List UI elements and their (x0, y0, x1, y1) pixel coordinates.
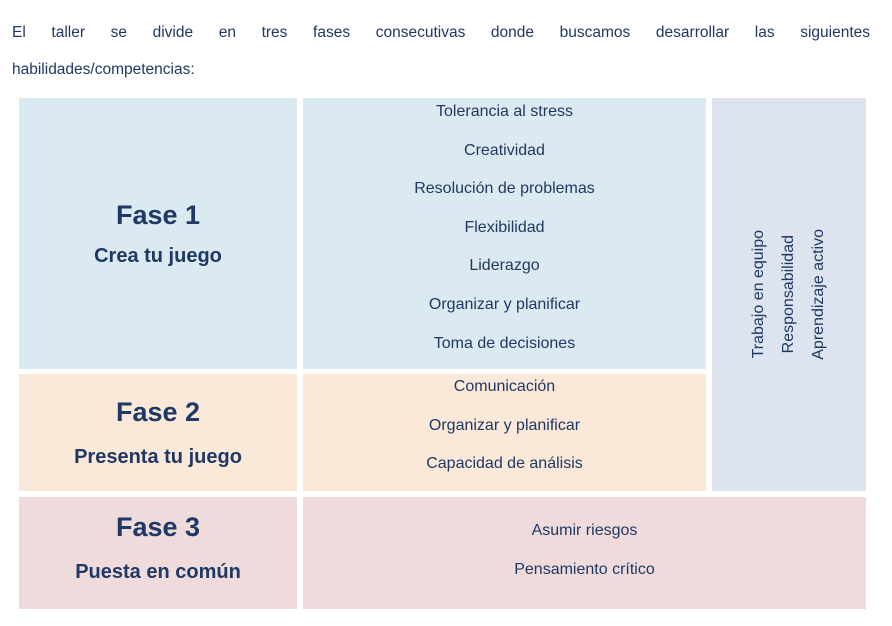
intro-line-2: habilidades/competencias: (12, 61, 195, 78)
skill-item: Creatividad (464, 141, 545, 159)
transversal-skill: Trabajo en equipo (750, 230, 767, 359)
skill-item: Liderazgo (469, 257, 540, 275)
skill-item: Flexibilidad (464, 218, 545, 236)
transversal-skill: Aprendizaje activo (810, 229, 827, 360)
phase-1-skills (303, 98, 706, 369)
transversal-skill: Responsabilidad (780, 235, 797, 354)
phase-1-cell (19, 98, 297, 369)
skill-item: Tolerancia al stress (436, 103, 573, 120)
skill-item: Resolución de problemas (414, 180, 595, 198)
phase-2-subtitle: Presenta tu juego (74, 445, 242, 468)
phase-3-subtitle: Puesta en común (75, 561, 241, 583)
phase-3-cell (19, 497, 297, 609)
phase-1-title: Fase 1 (115, 199, 201, 230)
intro-line-1: El taller se divide en tres fases consecutivas donde buscamos desarrollar las siguientes (12, 24, 870, 41)
skill-item: Toma de decisiones (433, 334, 576, 352)
skill-item: Organizar y planificar (428, 295, 581, 313)
skill-item: Comunicación (453, 378, 556, 395)
skill-item: Pensamiento crítico (514, 561, 655, 578)
phase-3-skills (303, 497, 866, 609)
skill-item: Capacidad de análisis (426, 455, 583, 473)
phase-3-title: Fase 3 (115, 512, 201, 542)
intro-paragraph (12, 14, 870, 88)
phase-2-cell (19, 374, 297, 491)
skill-item: Organizar y planificar (428, 416, 581, 434)
phase-2-title: Fase 2 (115, 396, 201, 427)
phase-2-skills (303, 374, 706, 491)
phase-1-subtitle: Crea tu juego (94, 244, 222, 267)
transversal-skills-cell (712, 98, 866, 491)
skill-item: Asumir riesgos (531, 522, 638, 540)
